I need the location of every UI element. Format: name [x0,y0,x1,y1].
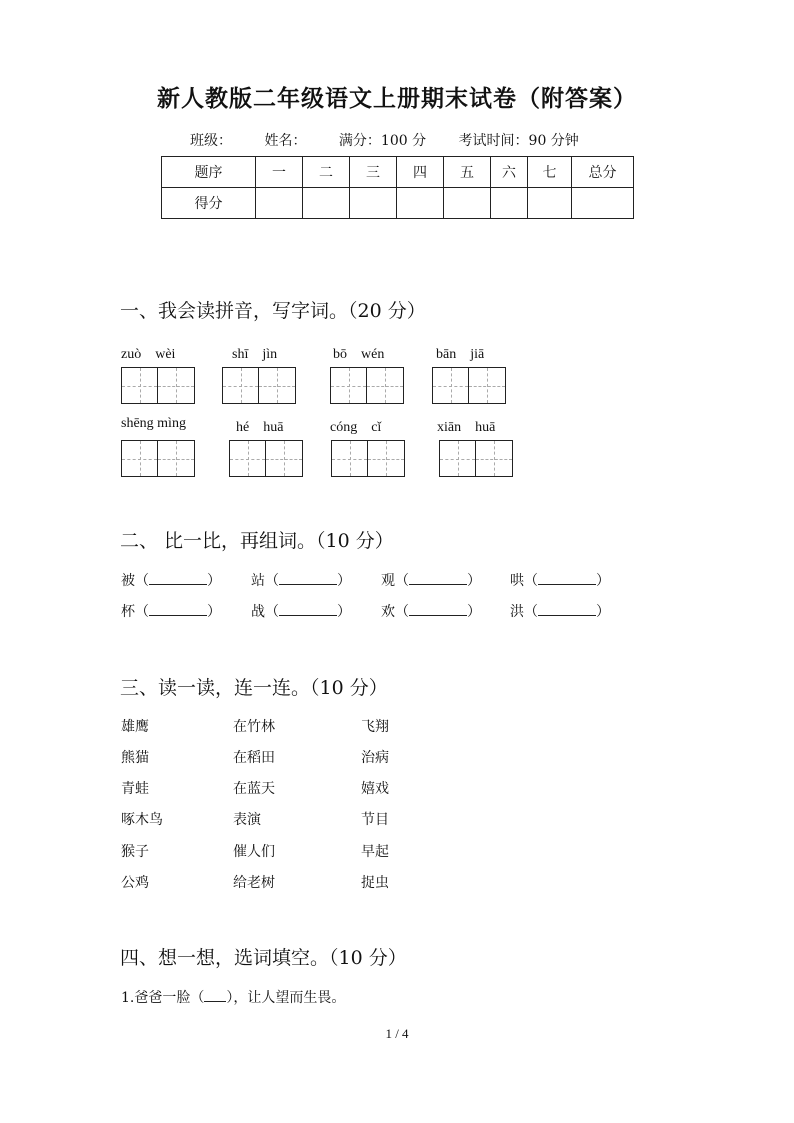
paren-open: （ [265,604,279,620]
answer-blank[interactable] [204,988,226,1002]
compare-char: 欢 [381,604,395,620]
list-item[interactable]: 熊猫 [121,750,149,766]
score-table [161,156,634,219]
compare-char: 洪 [510,604,524,620]
compare-item [251,570,351,590]
header-cell: 四 [397,157,444,188]
paren-open: （ [265,573,279,589]
list-item[interactable]: 节目 [361,812,389,828]
list-item[interactable]: 在稻田 [233,750,275,766]
name-label: 姓名： [264,133,307,149]
header-cell: 总分 [572,157,634,188]
compare-item [381,601,481,621]
list-item[interactable]: 雄鹰 [121,719,149,735]
paren-open: （ [135,573,149,589]
paren-close: ） [467,573,481,589]
list-item[interactable]: 青蛙 [121,781,149,797]
list-item[interactable]: 嬉戏 [361,781,389,797]
pinyin-label: xiān huā [437,420,496,435]
list-item[interactable]: 早起 [361,844,389,860]
score-table-header [162,157,634,188]
pinyin-label: hé huā [236,420,284,435]
list-item[interactable]: 治病 [361,750,389,766]
header-cell: 五 [444,157,491,188]
compare-item [510,570,610,590]
answer-blank[interactable] [409,602,467,616]
answer-blank[interactable] [279,571,337,585]
answer-blank[interactable] [149,571,207,585]
score-cell[interactable] [572,188,634,219]
writing-grid[interactable] [229,440,303,477]
header-cell: 六 [491,157,528,188]
section1-title: 一、我会读拼音，写字词。（20 分） [120,300,426,322]
writing-grid[interactable] [439,440,513,477]
compare-char: 杯 [121,604,135,620]
paren-close: ） [467,604,481,620]
question-1 [121,987,345,1007]
list-item[interactable]: 飞翔 [361,719,389,735]
paren-open: （ [395,573,409,589]
answer-blank[interactable] [279,602,337,616]
writing-grid[interactable] [330,367,404,404]
pinyin-label: zuò wèi [121,347,176,362]
paren-close: ） [337,604,351,620]
score-cell[interactable] [303,188,350,219]
header-cell: 二 [303,157,350,188]
score-cell[interactable] [397,188,444,219]
list-item[interactable]: 表演 [233,812,261,828]
answer-blank[interactable] [409,571,467,585]
paren-close: ） [596,604,610,620]
writing-grid[interactable] [121,367,195,404]
list-item[interactable]: 啄木鸟 [121,812,163,828]
paren-close: ） [596,573,610,589]
score-cell[interactable] [350,188,397,219]
compare-item [121,601,221,621]
writing-grid[interactable] [222,367,296,404]
paren-open: （ [395,604,409,620]
compare-char: 被 [121,573,135,589]
pinyin-label: bān jiā [436,347,485,362]
exam-time: 考试时间：90 分钟 [458,133,579,149]
section2-title: 二、 比一比，再组词。（10 分） [120,530,394,552]
class-label: 班级： [190,133,232,149]
compare-item [381,570,481,590]
section4-title: 四、想一想，选词填空。（10 分） [120,947,407,969]
answer-blank[interactable] [538,571,596,585]
paren-open: （ [524,604,538,620]
score-cell[interactable] [491,188,528,219]
answer-blank[interactable] [149,602,207,616]
answer-blank[interactable] [538,602,596,616]
row-label: 得分 [162,188,256,219]
header-cell: 七 [528,157,572,188]
paren-close: ） [337,573,351,589]
list-item[interactable]: 在竹林 [233,719,275,735]
compare-char: 战 [251,604,265,620]
header-cell: 一 [256,157,303,188]
writing-grid[interactable] [331,440,405,477]
score-table-row [162,188,634,219]
compare-char: 观 [381,573,395,589]
pinyin-label: shēng mìng [121,416,186,431]
compare-item [121,570,221,590]
writing-grid[interactable] [121,440,195,477]
list-item[interactable]: 公鸡 [121,875,149,891]
score-cell[interactable] [444,188,491,219]
paren-open: （ [524,573,538,589]
paren-close: ） [207,604,221,620]
pinyin-label: cóng cǐ [330,420,382,435]
pinyin-label: shī jìn [232,347,278,362]
exam-info [190,130,607,150]
page-number: 1 / 4 [385,1026,409,1041]
compare-char: 站 [251,573,265,589]
list-item[interactable]: 在蓝天 [233,781,275,797]
list-item[interactable]: 催人们 [233,844,275,860]
list-item[interactable]: 捉虫 [361,875,389,891]
compare-item [251,601,351,621]
question-text: 1.爸爸一脸（ [121,990,205,1006]
header-cell: 题序 [162,157,256,188]
score-cell[interactable] [528,188,572,219]
question-text: ），让人望而生畏。 [226,990,346,1006]
score-cell[interactable] [256,188,303,219]
paren-open: （ [135,604,149,620]
section3-title: 三、读一读，连一连。（10 分） [120,677,388,699]
compare-item [510,601,610,621]
paren-close: ） [207,573,221,589]
full-score: 满分：100 分 [338,133,427,149]
compare-char: 哄 [510,573,524,589]
list-item[interactable]: 给老树 [233,875,275,891]
writing-grid[interactable] [432,367,506,404]
header-cell: 三 [350,157,397,188]
list-item[interactable]: 猴子 [121,844,149,860]
page-title: 新人教版二年级语文上册期末试卷（附答案） [157,85,637,112]
pinyin-label: bō wén [333,347,385,362]
